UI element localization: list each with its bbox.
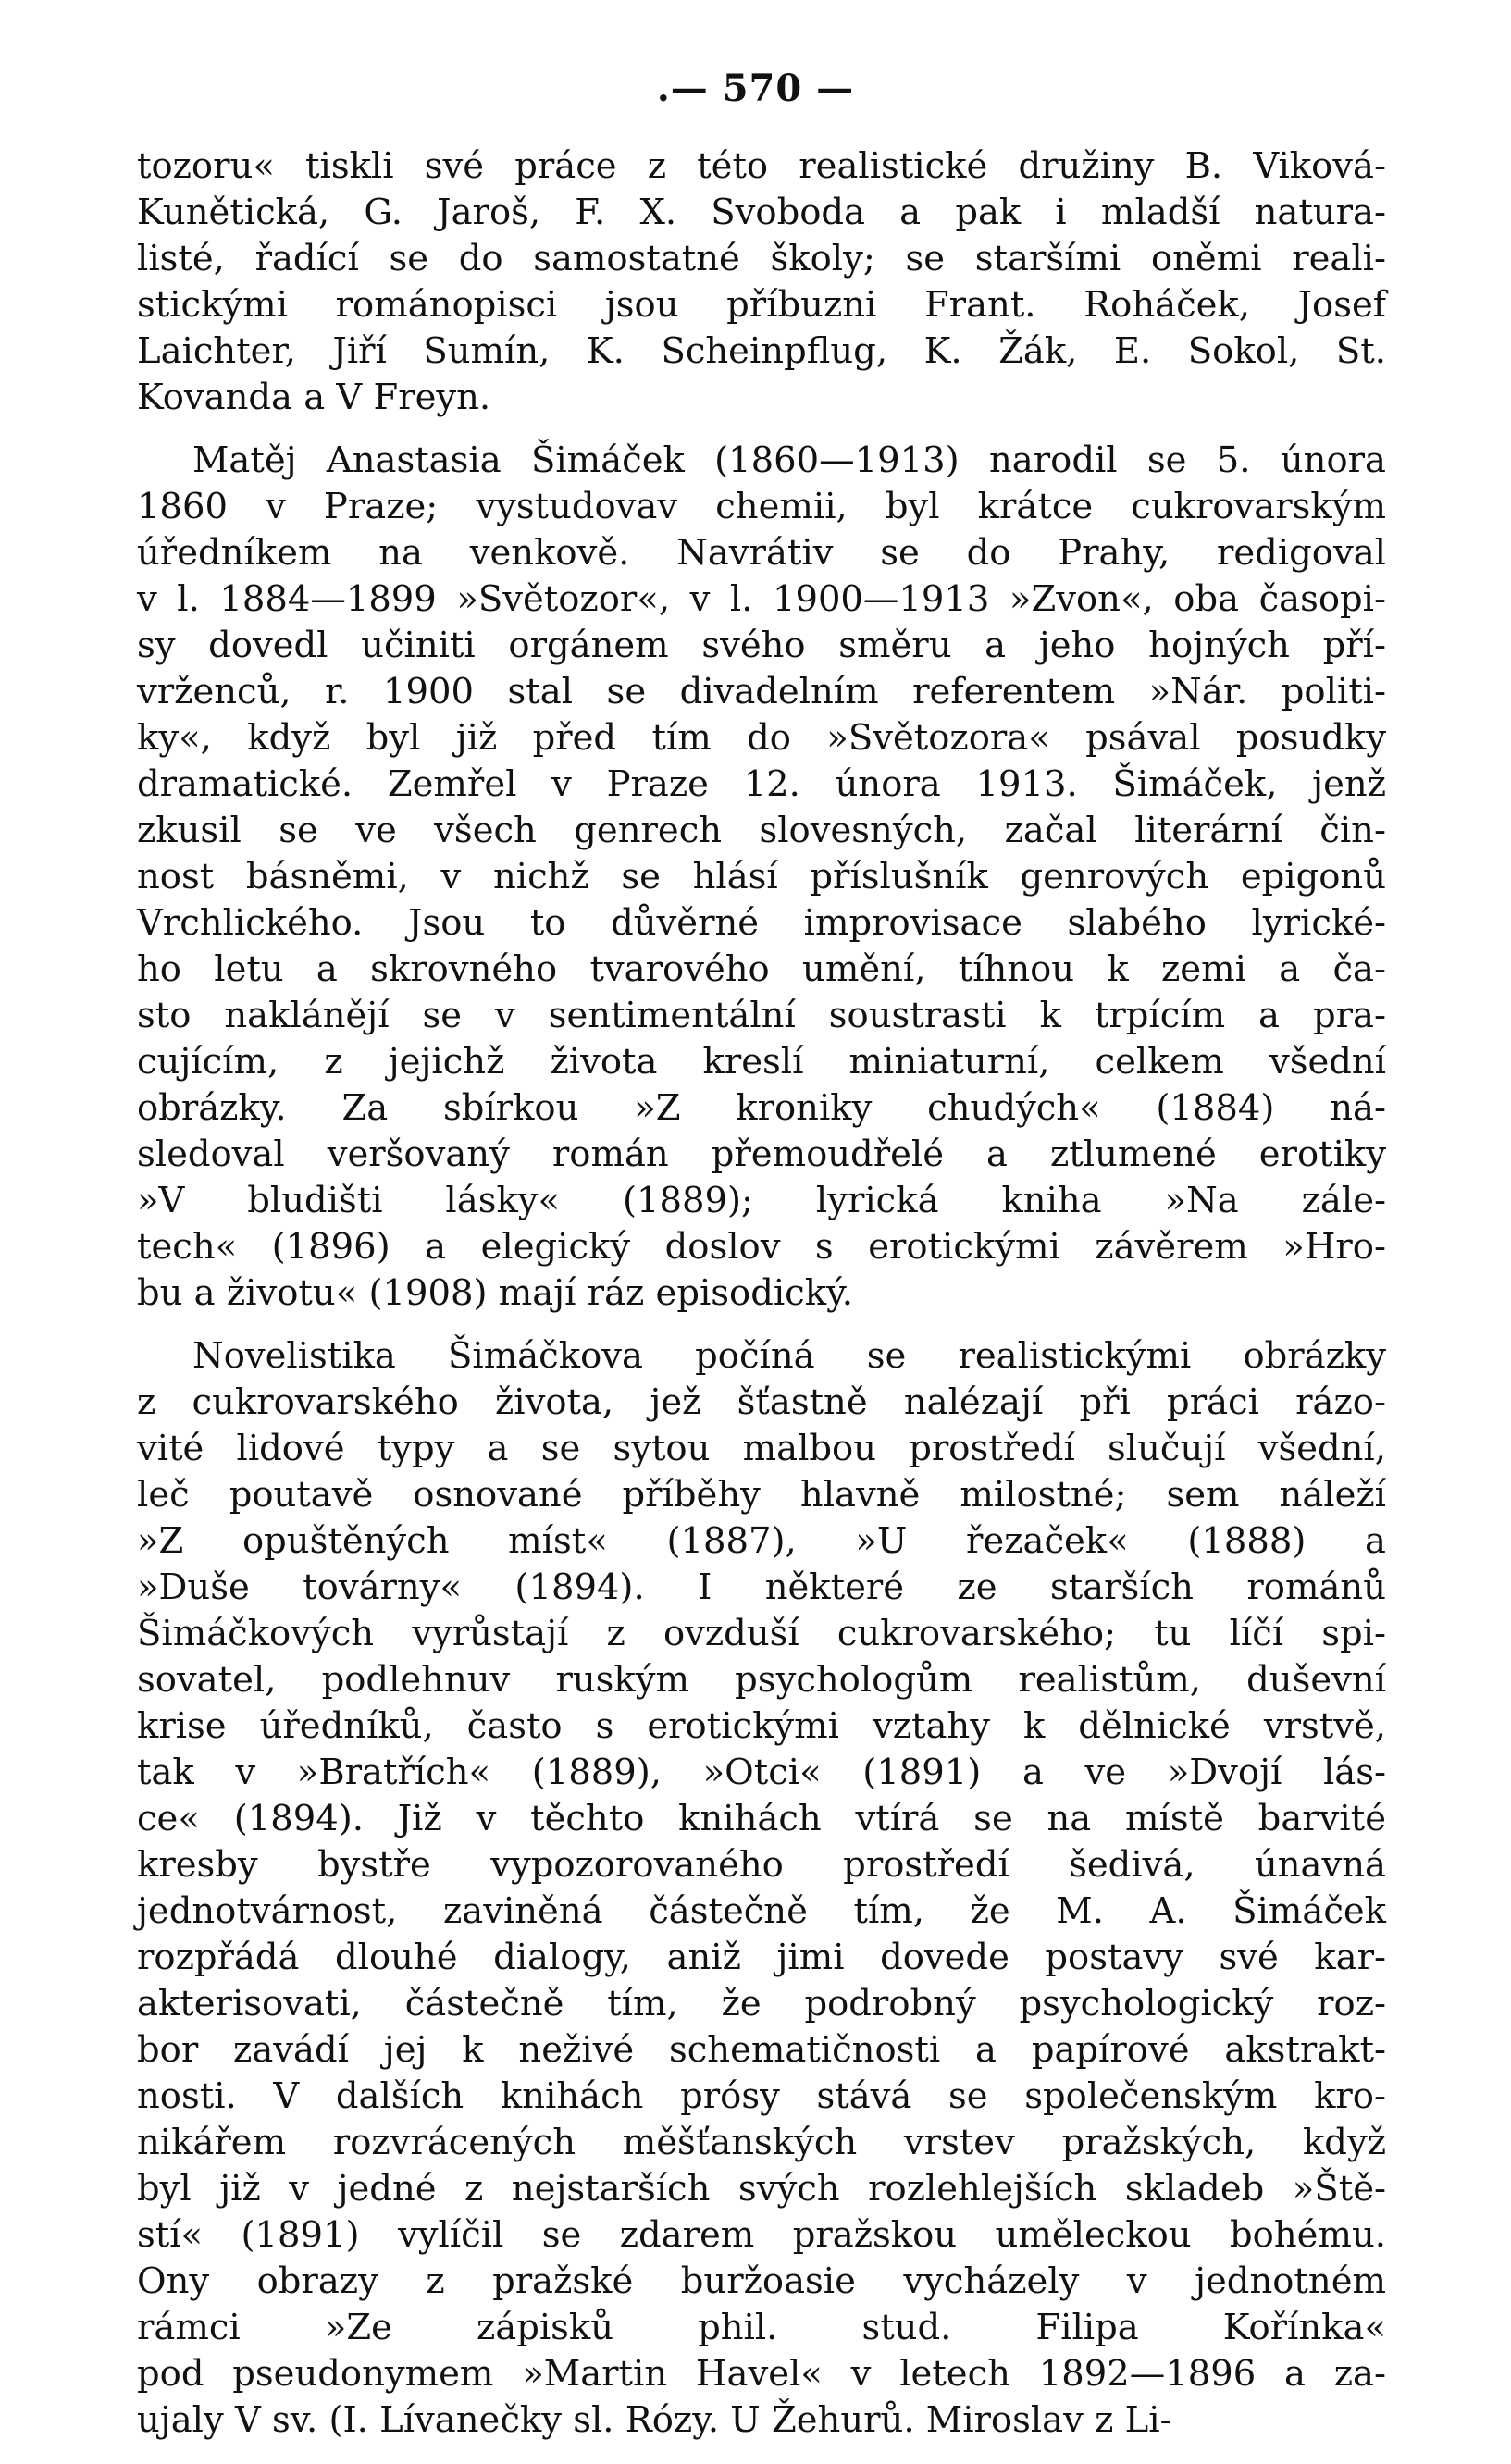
text-line: leč poutavě osnované příběhy hlavně milostné; sem náleží xyxy=(137,1474,1386,1516)
text-line: dramatické. Zemřel v Praze 12. února 1913. Šimáček, jenž xyxy=(137,763,1386,805)
text-line: ujaly V sv. (I. Lívanečky sl. Rózy. U Žehurů. Miroslav z Li- xyxy=(137,2399,1172,2441)
text-line: cujícím, z jejichž života kreslí miniaturní, celkem všední xyxy=(137,1041,1386,1083)
text-line: z cukrovarského života, jež šťastně nalézají při práci rázo- xyxy=(137,1381,1386,1423)
text-line: stickými románopisci jsou příbuzni Frant. Roháček, Josef xyxy=(137,284,1386,326)
text-line: ho letu a skrovného tvarového umění, tíhnou k zemi a ča- xyxy=(137,948,1386,990)
text-line: listé, řadící se do samostatné školy; se staršími oněmi reali- xyxy=(137,238,1386,279)
text-line: byl již v jedné z nejstarších svých rozlehlejších skladeb »Ště- xyxy=(137,2168,1386,2210)
text-line: 1860 v Praze; vystudovav chemii, byl krátce cukrovarským xyxy=(137,486,1386,527)
text-line: rámci »Ze zápisků phil. stud. Filipa Kořínka« xyxy=(137,2307,1386,2348)
text-line: Laichter, Jiří Sumín, K. Scheinpflug, K. Žák, E. Sokol, St. xyxy=(137,330,1386,372)
text-line: nost básněmi, v nichž se hlásí příslušník genrových epigonů xyxy=(137,856,1386,898)
text-line: bor zavádí jej k neživé schematičnosti a papírové akstrakt- xyxy=(137,2029,1386,2071)
text-line: krise úředníků, často s erotickými vztahy k dělnické vrstvě, xyxy=(137,1705,1386,1747)
text-line: pod pseudonymem »Martin Havel« v letech 1892—1896 a za- xyxy=(137,2353,1386,2395)
text-line: ky«, když byl již před tím do »Světozora« psával posudky xyxy=(137,717,1386,759)
body-text xyxy=(137,143,1386,2444)
text-line: tozoru« tiskli své práce z této realistické družiny B. Viková- xyxy=(137,145,1386,187)
text-line: Šimáčkových vyrůstají z ovzduší cukrovarského; tu líčí spi- xyxy=(137,1613,1386,1654)
text-line: »Duše továrny« (1894). I některé ze starších románů xyxy=(137,1566,1386,1608)
text-line: úředníkem na venkově. Navrátiv se do Prahy, redigoval xyxy=(137,532,1386,574)
text-line: ce« (1894). Již v těchto knihách vtírá se na místě barvité xyxy=(137,1798,1386,1839)
text-line: stí« (1891) vylíčil se zdarem pražskou uměleckou bohému. xyxy=(137,2214,1386,2256)
text-line: sy dovedl učiniti orgánem svého směru a jeho hojných pří- xyxy=(137,625,1386,666)
text-line: »V bludišti lásky« (1889); lyrická kniha »Na zále- xyxy=(137,1180,1386,1221)
paragraph-gap xyxy=(137,421,1386,438)
text-line: sovatel, podlehnuv ruským psychologům realistům, duševní xyxy=(137,1659,1386,1701)
text-line: sledoval veršovaný román přemoudřelé a ztlumené erotiky xyxy=(137,1133,1386,1175)
page-number: .— 570 — xyxy=(656,67,855,110)
text-line: zkusil se ve všech genrech slovesných, začal literární čin- xyxy=(137,810,1386,851)
text-line: obrázky. Za sbírkou »Z kroniky chudých« (1884) ná- xyxy=(137,1087,1386,1129)
text-line: Kovanda a V Freyn. xyxy=(137,377,491,418)
text-line: Vrchlického. Jsou to důvěrné improvisace slabého lyrické- xyxy=(137,902,1386,944)
text-line: Kunětická, G. Jaroš, F. X. Svoboda a pak i mladší natura- xyxy=(137,192,1386,233)
text-line: nosti. V dalších knihách prósy stává se společenským kro- xyxy=(137,2075,1386,2117)
text-line: rozpřádá dlouhé dialogy, aniž jimi dovede postavy své kar- xyxy=(137,1937,1386,1978)
text-line: bu a životu« (1908) mají ráz episodický. xyxy=(137,1272,853,1314)
text-line: vrženců, r. 1900 stal se divadelním referentem »Nár. politi- xyxy=(137,671,1386,712)
text-line: »Z opuštěných míst« (1887), »U řezaček« (1888) a xyxy=(137,1520,1386,1562)
paragraph xyxy=(137,1333,1386,2444)
text-line: tech« (1896) a elegický doslov s erotickými závěrem »Hro- xyxy=(137,1226,1386,1268)
text-line: Novelistika Šimáčkova počíná se realistickými obrázky xyxy=(192,1335,1386,1377)
text-line: jednotvárnost, zaviněná částečně tím, že M. A. Šimáček xyxy=(137,1890,1386,1932)
text-line: sto naklánějí se v sentimentální soustrasti k trpícím a pra- xyxy=(137,995,1386,1036)
text-line: nikářem rozvrácených měšťanských vrstev pražských, když xyxy=(137,2122,1386,2163)
text-line: tak v »Bratřích« (1889), »Otci« (1891) a ve »Dvojí lás- xyxy=(137,1752,1386,1793)
paragraph-gap xyxy=(137,1317,1386,1333)
text-line: Matěj Anastasia Šimáček (1860—1913) narodil se 5. února xyxy=(192,440,1386,481)
paragraph xyxy=(137,143,1386,421)
text-line: vité lidové typy a se sytou malbou prostředí slučují všední, xyxy=(137,1428,1386,1469)
paragraph xyxy=(137,438,1386,1317)
text-line: Ony obrazy z pražské buržoasie vycházely v jednotném xyxy=(137,2260,1386,2302)
text-line: kresby bystře vypozorovaného prostředí šedivá, únavná xyxy=(137,1844,1386,1886)
text-line: v l. 1884—1899 »Světozor«, v l. 1900—1913 »Zvon«, oba časopi- xyxy=(137,578,1386,620)
text-line: akterisovati, částečně tím, že podrobný psychologický roz- xyxy=(137,1983,1386,2024)
